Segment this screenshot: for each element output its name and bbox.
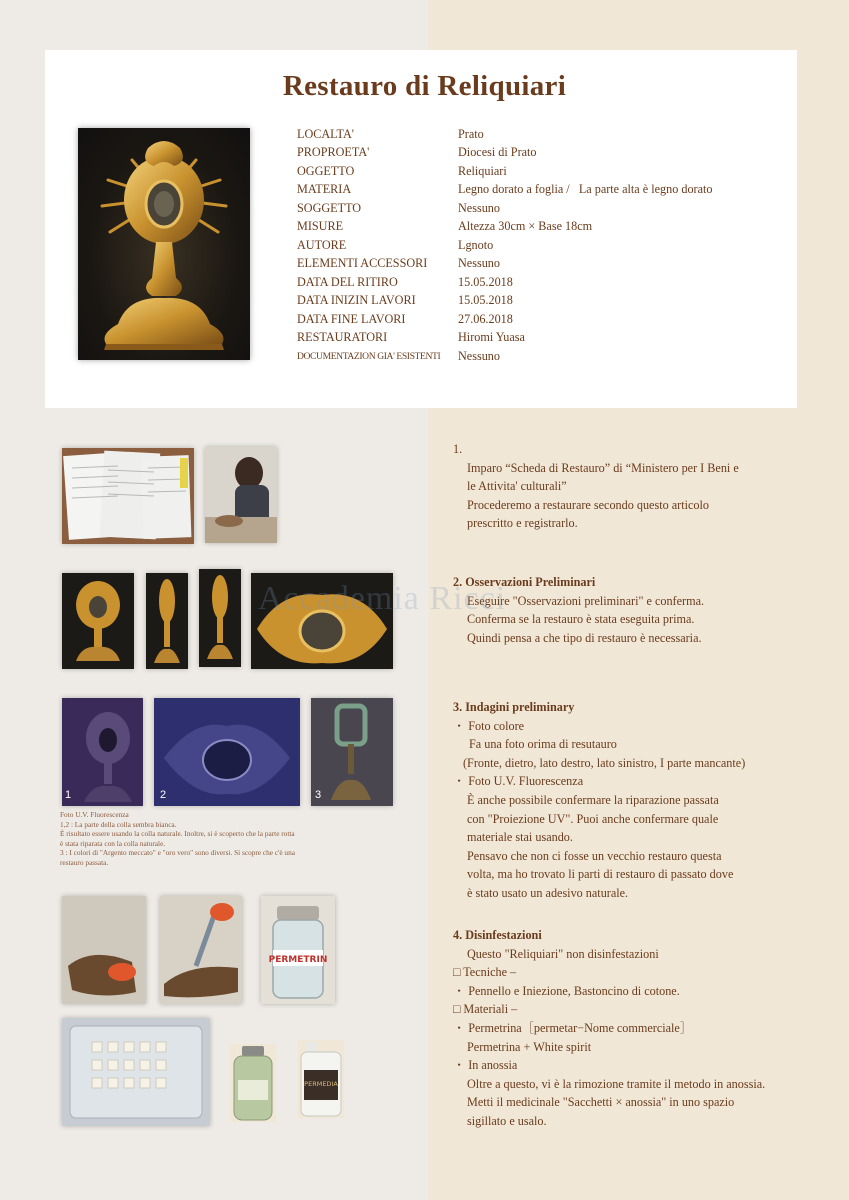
section-4-line: Oltre a questo, vi è la rimozione tramite il metodo in anossia. — [467, 1076, 766, 1091]
info-label: RESTAURATORI — [297, 330, 388, 345]
info-label: AUTORE — [297, 237, 347, 252]
jug-label: PERMEDIA — [304, 1080, 338, 1088]
section-1 — [453, 440, 833, 533]
section-3-bullet-2: ・ Foto U.V. Fluorescenza — [453, 774, 584, 789]
page-title: Restauro di Reliquiari — [282, 70, 567, 102]
reliquary-side-right-photo — [199, 569, 241, 667]
info-row-oggetto — [297, 162, 777, 181]
section-4-anossia: ・ In anossia — [453, 1058, 518, 1073]
info-row-proprieta — [297, 144, 777, 163]
section-4-tecniche-item: ・ Pennello e Iniezione, Bastoncino di cotone. — [453, 983, 680, 998]
section-4-materiali: □ Materiali – — [453, 1002, 518, 1017]
section-2-line: Eseguire "Osservazioni preliminari" e conferma. — [467, 593, 705, 608]
bottle-label: PERMETRIN — [268, 955, 328, 965]
anossia-bag-photo — [62, 1018, 210, 1126]
section-2-heading: 2. Osservazioni Preliminari — [453, 575, 596, 589]
caption-line: Foto U.V. Fluorescenza — [60, 810, 129, 819]
uv-badge-2: 2 — [160, 789, 167, 801]
watermark: Accademia Ricci — [258, 580, 507, 617]
info-row-fine — [297, 310, 777, 329]
info-value: Prato — [458, 126, 484, 141]
info-value: Altezza 30cm × Base 18cm — [458, 219, 593, 234]
info-value: Nessuno — [458, 348, 500, 363]
info-row-localita — [297, 125, 777, 144]
caption-line: 3 : I colori di "Argento meccato" e "oro vero" sono diversi. Si scopre che c'è una — [60, 848, 295, 858]
info-row-restauratori — [297, 329, 777, 348]
caption-line: restauro passata. — [60, 857, 109, 867]
info-label: DATA DEL RITIRO — [297, 274, 398, 289]
info-value: Nessuno — [458, 200, 500, 215]
info-label: LOCALTA' — [297, 126, 354, 141]
section-4-line: Metti il medicinale "Sacchetti × anossia" in uno spazio — [467, 1095, 735, 1110]
section-4-materiali-item: ・ Permetrina［permetar−Nome commerciale］ — [453, 1020, 693, 1035]
document-forms-photo — [62, 448, 194, 544]
info-row-materia — [297, 181, 777, 200]
info-row-soggetto — [297, 199, 777, 218]
section-3-line: È anche possibile confermare la riparazione passata — [467, 792, 719, 807]
info-table — [297, 125, 777, 366]
info-row-misure — [297, 218, 777, 237]
section-3-line: (Fronte, dietro, lato destro, lato sinistro, I parte mancante) — [463, 755, 746, 770]
info-row-autore — [297, 236, 777, 255]
section-3-line: con "Proiezione UV". Puoi anche confermare quale — [467, 811, 719, 826]
section-3-line: Pensavo che non ci fosse un vecchio restauro questa — [467, 848, 722, 863]
info-label: PROPROETA' — [297, 145, 370, 160]
jug-photo — [298, 1040, 344, 1118]
section-3-line: è stato usato un adesivo naturale. — [467, 885, 629, 900]
info-label: SOGGETTO — [297, 200, 362, 215]
permetrin-bottle-photo — [261, 896, 335, 1004]
section-2-line: Quindi pensa a che tipo di restauro è necessaria. — [467, 630, 702, 645]
uv-photo-3 — [311, 698, 393, 806]
section-1-line: Imparo “Scheda di Restauro” di “Ministero per I Beni e — [467, 460, 739, 475]
treatment-photo-1 — [62, 896, 146, 1004]
uv-caption — [60, 810, 405, 868]
section-1-line: prescritto e registrarlo. — [467, 516, 578, 531]
info-label: MISURE — [297, 219, 344, 234]
section-4-materiali-sub: Permetrina + White spirit — [467, 1039, 592, 1054]
info-value: Lgnoto — [458, 237, 494, 252]
section-3-line: volta, ma ho trovato li parti di restauro di passato dove — [467, 867, 734, 882]
caption-line: È risultato essere usando la colla naturale. Inoltre, si è scoperto che la parte rotta — [60, 829, 295, 839]
info-label: OGGETTO — [297, 163, 355, 178]
treatment-photo-2 — [160, 896, 242, 1004]
info-row-elementi — [297, 255, 777, 274]
section-4-tecniche: □ Tecniche – — [453, 965, 517, 980]
section-4-intro: Questo "Reliquiari" non disinfestazioni — [467, 946, 659, 961]
info-value: Nessuno — [458, 256, 500, 271]
section-3-heading: 3. Indagini preliminary — [453, 700, 575, 714]
info-label: ELEMENTI ACCESSORI — [297, 256, 428, 271]
section-3-line: Fa una foto orima di resutauro — [469, 737, 617, 752]
restorer-working-photo — [205, 447, 277, 543]
jar-photo — [230, 1044, 276, 1122]
reliquary-side-left-photo — [146, 573, 188, 669]
info-value: 27.06.2018 — [458, 311, 513, 326]
uv-badge-3: 3 — [315, 789, 322, 801]
uv-badge-1: 1 — [65, 789, 72, 801]
info-value: Reliquiari — [458, 163, 507, 178]
info-value: 15.05.2018 — [458, 293, 513, 308]
section-4-heading: 4. Disinfestazioni — [453, 928, 542, 942]
info-value: Legno dorato a foglia / La parte alta è legno dorato — [458, 182, 713, 197]
info-value: Hiromi Yuasa — [458, 330, 525, 345]
reliquary-front-photo — [62, 573, 134, 669]
section-4-line: sigillato e usalo. — [467, 1113, 547, 1128]
info-row-ritiro — [297, 273, 777, 292]
section-3-line: materiale stai usando. — [467, 830, 573, 845]
info-row-inizio — [297, 292, 777, 311]
uv-photo-2 — [154, 698, 300, 806]
info-label: DATA INIZIN LAVORI — [297, 293, 416, 308]
info-value: 15.05.2018 — [458, 274, 513, 289]
info-label: DATA FINE LAVORI — [297, 311, 406, 326]
section-3-bullet-1: ・ Foto colore — [453, 718, 525, 733]
reliquary-photo — [78, 128, 250, 360]
info-label: DOCUMENTAZION GIA' ESISTENTI — [297, 350, 441, 362]
section-1-number: 1. — [453, 442, 463, 456]
section-1-line: le Attivita' culturali” — [467, 479, 567, 494]
uv-photo-1 — [62, 698, 143, 806]
section-4 — [453, 926, 833, 1131]
info-value: Diocesi di Prato — [458, 145, 537, 160]
caption-line: 1,2 : La parte della colla sembra bianca. — [60, 819, 177, 829]
caption-line: è stata riparata con la colla naturale. — [60, 838, 166, 848]
info-row-documentazione — [297, 347, 777, 366]
section-3 — [453, 698, 833, 903]
section-1-line: Procederemo a restaurare secondo questo articolo — [467, 497, 709, 512]
info-label: MATERIA — [297, 182, 352, 197]
section-2 — [453, 573, 833, 647]
section-2-line: Conferma se la restauro è stata eseguita prima. — [467, 612, 695, 627]
